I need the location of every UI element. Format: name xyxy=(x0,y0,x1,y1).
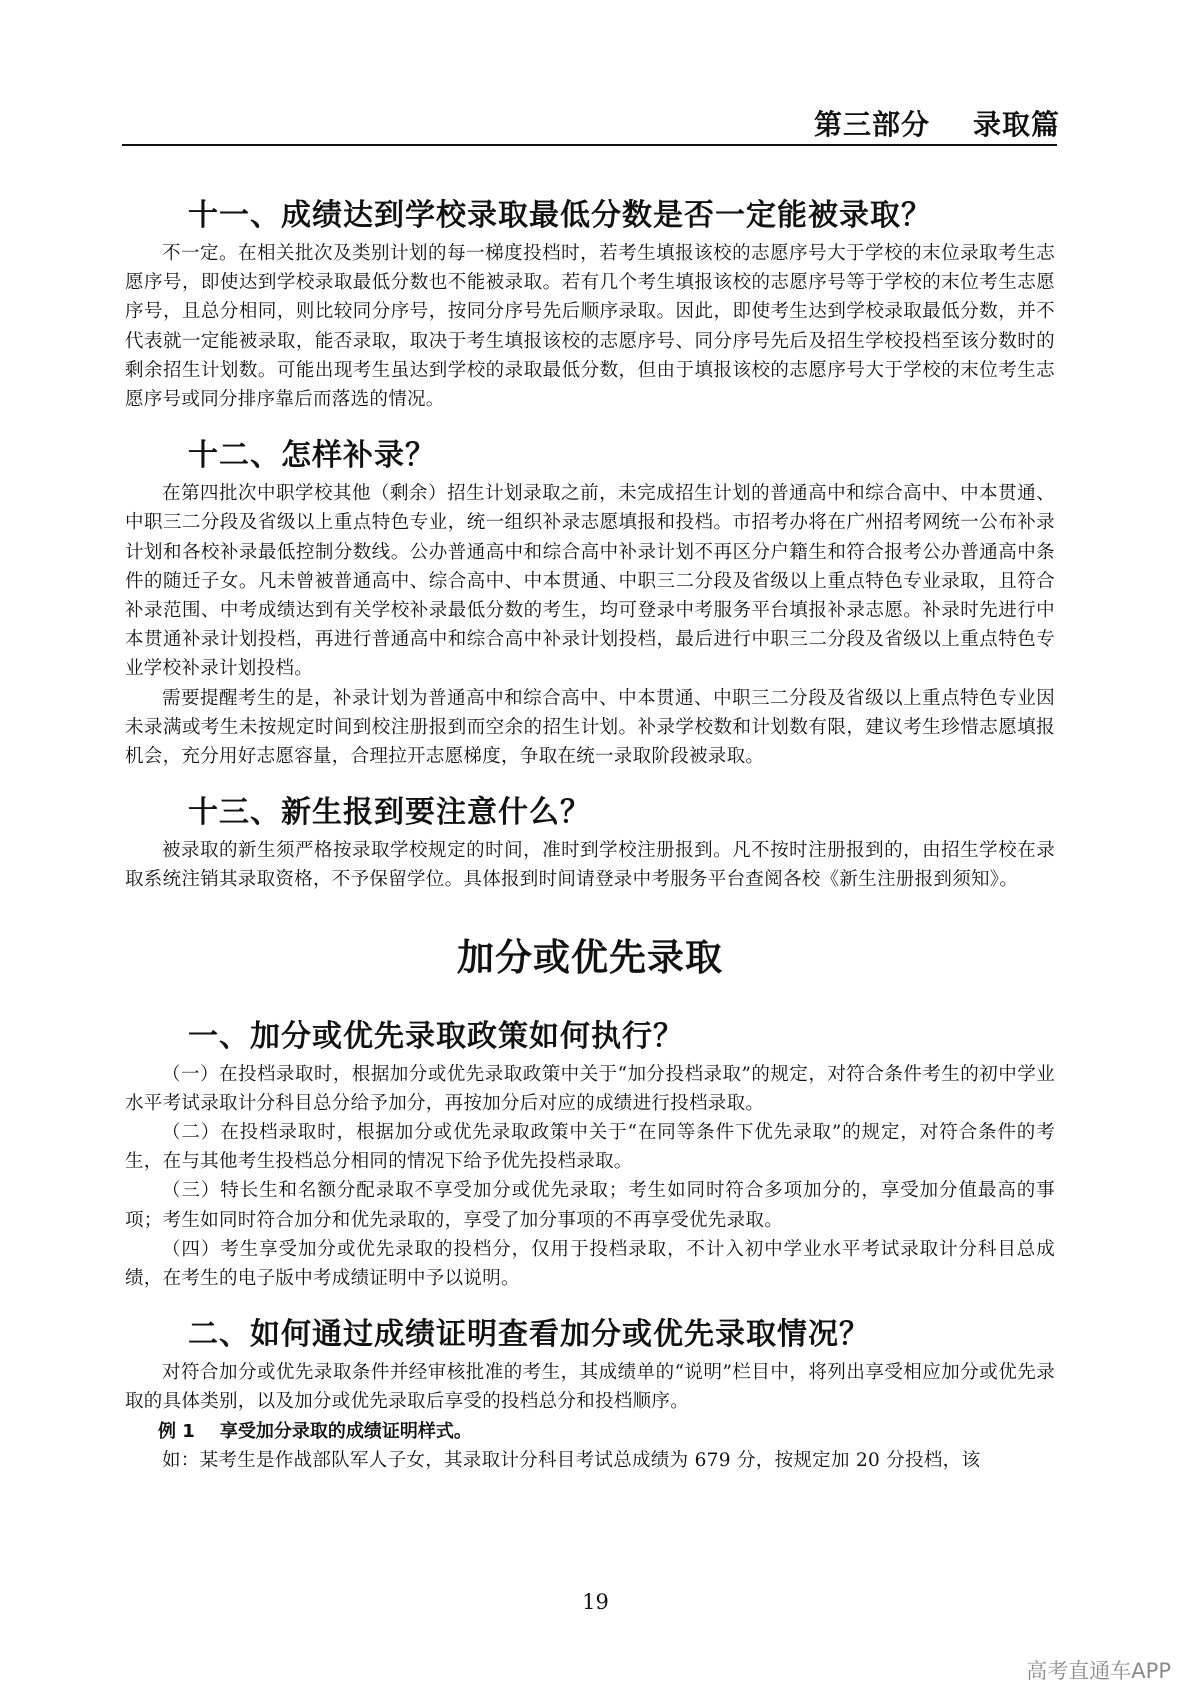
section-title: 加分或优先录取 xyxy=(457,935,723,979)
paragraph: 需要提醒考生的是，补录计划为普通高中和综合高中、中本贯通、中职三二分段及省级以上重点特色专业因未录满或考生未按规定时间到校注册报到而空余的招生计划。补录学校数和计划数有限，建议考生珍惜志愿填报机会，充分用好志愿容量，合理拉开志愿梯度，争取在统一录取阶段被录取。 xyxy=(125,687,1055,768)
heading-q13: 十三、新生报到要注意什么？ xyxy=(188,795,591,831)
heading-bonus-q1: 一、加分或优先录取政策如何执行？ xyxy=(188,1018,684,1054)
header-rule xyxy=(122,144,1057,146)
paragraph: （一）在投档录取时，根据加分或优先录取政策中关于“加分投档录取”的规定，对符合条件考生的初中学业水平考试录取计分科目总分给予加分，再按加分后对应的成绩进行投档录取。 xyxy=(125,1063,1055,1114)
example-label: 例 1 享受加分录取的成绩证明样式。 xyxy=(158,1420,472,1442)
heading-bonus-q2: 二、如何通过成绩证明查看加分或优先录取情况？ xyxy=(188,1317,870,1353)
page-number: 19 xyxy=(582,1590,609,1614)
running-header: 第三部分 录取篇 xyxy=(814,108,1060,141)
watermark: 高考直通车APP xyxy=(1026,1659,1171,1683)
paragraph: 在第四批次中职学校其他（剩余）招生计划录取之前，未完成招生计划的普通高中和综合高中、中本贯通、中职三二分段及省级以上重点特色专业，统一组织补录志愿填报和投档。市招考办将在广州招考网统一公布补录计划和各校补录最低控制分数线。公办普通高中和综合高中补录计划不再区分户籍生和符合报考公办普通高中条件的随迁子女。凡未曾被普通高中、综合高中、中本贯通、中职三二分段及省级以上重点特色专业录取，且符合补录范围、中考成绩达到有关学校补录最低分数的考生，均可登录中考服务平台填报补录志愿。补录时先进行中本贯通补录计划投档，再进行普通高中和综合高中补录计划投档，最后进行中职三二分段及省级以上重点特色专业学校补录计划投档。 xyxy=(125,483,1055,680)
paragraph: 被录取的新生须严格按录取学校规定的时间，准时到学校注册报到。凡不按时注册报到的，由招生学校在录取系统注销其录取资格，不予保留学位。具体报到时间请登录中考服务平台查阅各校《新生注册报到须知》。 xyxy=(125,840,1055,891)
page-content xyxy=(125,196,1055,1475)
heading-q11: 十一、成绩达到学校录取最低分数是否一定能被录取？ xyxy=(188,198,932,233)
paragraph: （四）考生享受加分或优先录取的投档分，仅用于投档录取，不计入初中学业水平考试录取计分科目总成绩，在考生的电子版中考成绩证明中予以说明。 xyxy=(125,1238,1055,1290)
paragraph: 对符合加分或优先录取条件并经审核批准的考生，其成绩单的“说明”栏目中，将列出享受相应加分或优先录取的具体类别，以及加分或优先录取后享受的投档总分和投档顺序。 xyxy=(125,1362,1055,1413)
heading-q12: 十二、怎样补录？ xyxy=(188,438,436,474)
paragraph: （三）特长生和名额分配录取不享受加分或优先录取；考生如同时符合多项加分的，享受加分值最高的事项；考生如同时符合加分和优先录取的，享受了加分事项的不再享受优先录取。 xyxy=(125,1180,1055,1231)
paragraph: 不一定。在相关批次及类别计划的每一梯度投档时，若考生填报该校的志愿序号大于学校的末位录取考生志愿序号，即使达到学校录取最低分数也不能被录取。若有几个考生填报该校的志愿序号等于学校的末位考生志愿序号，且总分相同，则比较同分序号，按同分序号先后顺序录取。因此，即使考生达到学校录取最低分数，并不代表就一定能被录取，能否录取，取决于考生填报该校的志愿序号、同分序号先后及招生学校投档至该分数时的剩余招生计划数。可能出现考生虽达到学校的录取最低分数，但由于填报该校的志愿序号大于学校的末位考生志愿序号或同分排序靠后而落选的情况。 xyxy=(125,243,1055,411)
example-text: 如：某考生是作战部队军人子女，其录取计分科目考试总成绩为 679 分，按规定加 20 分投档，该 xyxy=(162,1449,981,1471)
paragraph: （二）在投档录取时，根据加分或优先录取政策中关于“在同等条件下优先录取”的规定，对符合条件的考生，在与其他考生投档总分相同的情况下给予优先投档录取。 xyxy=(125,1122,1055,1173)
